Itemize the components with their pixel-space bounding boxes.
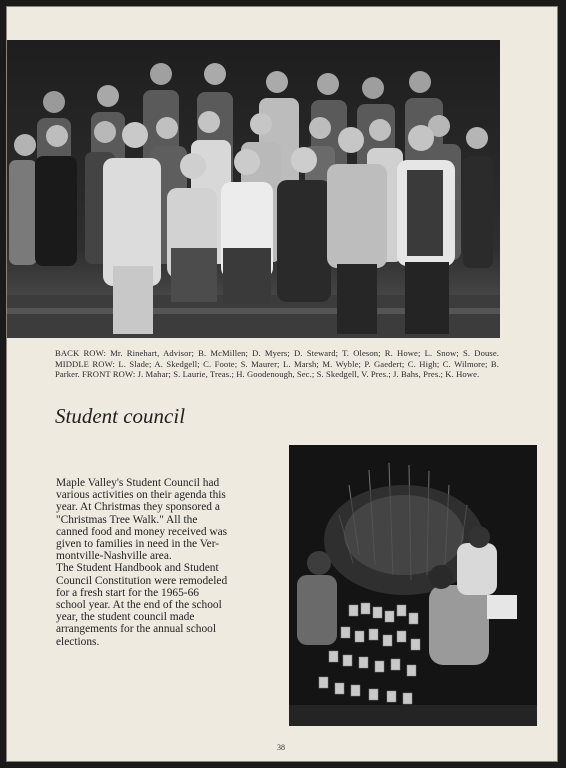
canned-food-photo-illustration xyxy=(289,445,537,726)
student-council-group-photo xyxy=(7,40,500,338)
page-number: 38 xyxy=(277,743,285,752)
yearbook-page xyxy=(6,6,558,762)
photo-caption: BACK ROW: Mr. Rinehart, Advisor; B. McMillen; D. Myers; D. Steward; T. Oleson; R. Howe; L. Snow; S. Douse. MIDDLE ROW: L. Slade; A. Skedgell; C. Foote; S. Maurer; L. Marsh; M. Wyble; P. Gaedert; C. High; C. Wilmore; B. Parker. FRONT ROW: J. Mahar; S. Laurie, Treas.; H. Goodenough, Sec.; S. Skedgell, V. Pres.; J. Bahs, Pres.; K. Howe. xyxy=(55,348,499,380)
article-body xyxy=(56,477,266,648)
section-title: Student council xyxy=(55,404,186,428)
article-paragraph: Maple Valley's Student Council had various activities on their agenda this year. At Christmas they sponsored a "Christmas Tree Walk." All the canned food and money received was given to families in need in the Ver- montville-Nashville area. The Student Handbook and Student Council Constitution were remodeled for a fresh start for the 1965-66 school year. At the end of the school year, the student council made arrangements for the annual school elections. xyxy=(56,477,228,648)
group-photo-illustration xyxy=(7,40,500,338)
christmas-tree-walk-photo xyxy=(289,445,537,726)
